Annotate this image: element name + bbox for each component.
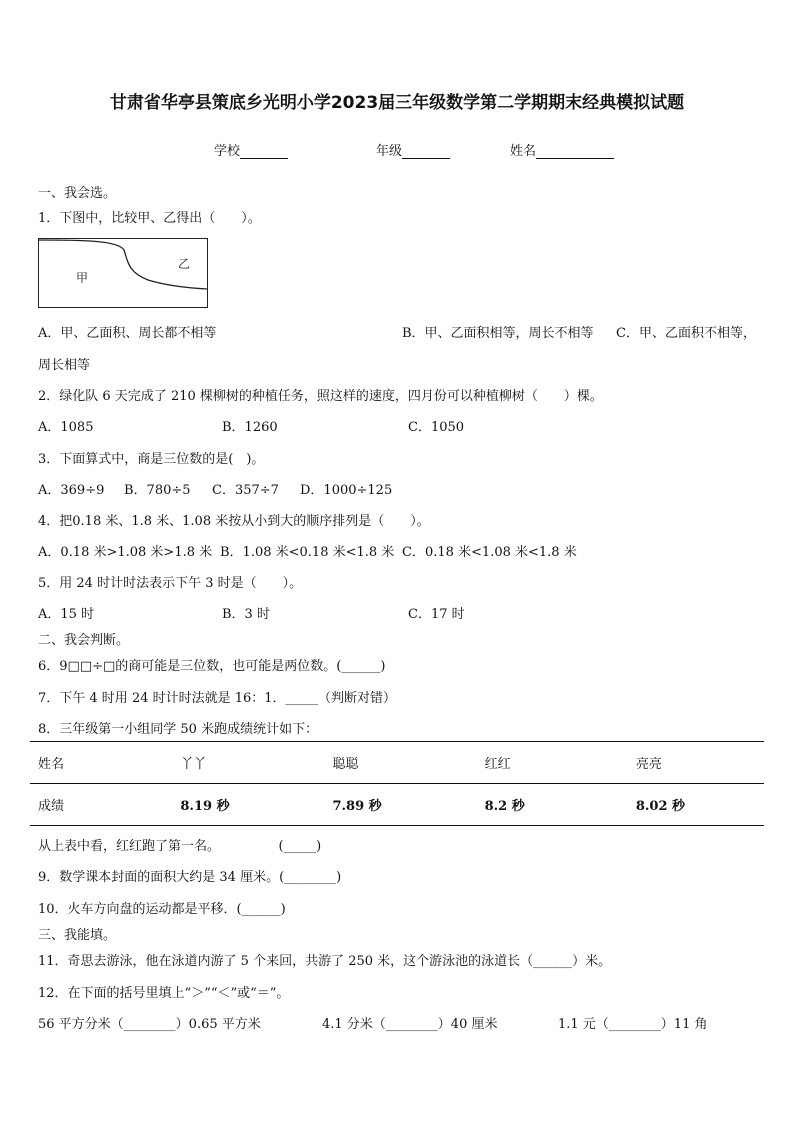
question-6: 6．9□□÷□的商可能是三位数，也可能是两位数。(______) <box>38 659 386 674</box>
diagram-label-yi: 乙 <box>178 257 191 271</box>
q4-option-c[interactable]: C．0.18 米<1.08 米<1.8 米 <box>402 545 577 560</box>
q4-option-a[interactable]: A．0.18 米>1.08 米>1.8 米 <box>38 545 213 560</box>
section-3-heading: 三、我能填。 <box>38 928 117 943</box>
name-blank[interactable] <box>536 145 614 159</box>
question-8-statement: 从上表中看，红红跑了第一名。 (_____) <box>38 839 322 854</box>
table-cell: 8.2 秒 <box>461 784 612 826</box>
q1-option-c[interactable]: C．甲、乙面积不相等， <box>616 326 756 341</box>
q12-item[interactable]: 1.1 元（________）11 角 <box>558 1017 708 1032</box>
question-7: 7．下午 4 时用 24 时计时法就是 16：1．_____（判断对错） <box>38 691 397 706</box>
q2-option-a[interactable]: A．1085 <box>38 420 94 435</box>
question-5: 5．用 24 时计时法表示下午 3 时是（ ）。 <box>38 576 303 591</box>
q1-option-a[interactable]: A．甲、乙面积、周长都不相等 <box>38 326 217 341</box>
table-header-cell: 红红 <box>461 742 612 784</box>
table-header-row <box>30 742 764 784</box>
score-table <box>30 741 764 826</box>
school-blank[interactable] <box>240 145 288 159</box>
q2-option-c[interactable]: C．1050 <box>408 420 465 435</box>
q3-option-c[interactable]: C．357÷7 <box>212 483 279 498</box>
question-1: 1．下图中，比较甲、乙得出（ ）。 <box>38 211 261 226</box>
question-10: 10．火车方向盘的运动都是平移．(______) <box>38 902 286 917</box>
grade-field[interactable] <box>376 140 450 159</box>
question-12: 12．在下面的括号里填上“＞”“＜”或“＝”。 <box>38 986 290 1001</box>
table-cell: 7.89 秒 <box>308 784 460 826</box>
q4-option-b[interactable]: B．1.08 米<0.18 米<1.8 米 <box>220 545 395 560</box>
grade-label: 年级 <box>376 144 403 159</box>
q1-diagram <box>38 238 208 308</box>
question-2: 2．绿化队 6 天完成了 210 棵柳树的种植任务，照这样的速度，四月份可以种植柳树（ ）棵。 <box>38 389 603 404</box>
page-title: 甘肃省华亭县策底乡光明小学2023届三年级数学第二学期期末经典模拟试题 <box>109 93 685 113</box>
q3-option-b[interactable]: B．780÷5 <box>124 483 191 498</box>
q1-option-c-continued: 周长相等 <box>38 358 91 373</box>
table-header-cell: 亮亮 <box>612 742 764 784</box>
section-2-heading: 二、我会判断。 <box>38 633 130 648</box>
q5-option-a[interactable]: A．15 时 <box>38 607 95 622</box>
table-cell: 8.19 秒 <box>164 784 308 826</box>
grade-blank[interactable] <box>402 145 450 159</box>
name-label: 姓名 <box>510 144 537 159</box>
q12-item[interactable]: 56 平方分米（________）0.65 平方米 <box>38 1017 261 1032</box>
question-4: 4．把0.18 米、1.8 米、1.08 米按从小到大的顺序排列是（ ）。 <box>38 514 430 529</box>
table-header-cell: 聪聪 <box>308 742 460 784</box>
q5-option-c[interactable]: C．17 时 <box>408 607 465 622</box>
table-row <box>30 784 764 826</box>
question-9: 9．数学课本封面的面积大约是 34 厘米。(________) <box>38 870 342 885</box>
table-cell: 成绩 <box>30 784 164 826</box>
diagram-label-jia: 甲 <box>76 271 89 285</box>
section-1-heading: 一、我会选。 <box>38 186 117 201</box>
table-header-cell: 丫丫 <box>164 742 308 784</box>
question-8: 8．三年级第一小组同学 50 米跑成绩统计如下： <box>38 722 319 737</box>
question-11: 11．奇思去游泳，他在泳道内游了 5 个来回，共游了 250 米，这个游泳池的泳道长（______）米。 <box>38 954 612 969</box>
q5-option-b[interactable]: B．3 时 <box>222 607 270 622</box>
school-field[interactable] <box>214 140 288 159</box>
school-label: 学校 <box>214 144 241 159</box>
q3-option-d[interactable]: D．1000÷125 <box>300 483 393 498</box>
table-header-cell: 姓名 <box>30 742 164 784</box>
q3-option-a[interactable]: A．369÷9 <box>38 483 105 498</box>
q1-option-b[interactable]: B．甲、乙面积相等，周长不相等 <box>402 326 594 341</box>
q12-item[interactable]: 4.1 分米（________）40 厘米 <box>322 1017 498 1032</box>
table-cell: 8.02 秒 <box>612 784 764 826</box>
q2-option-b[interactable]: B．1260 <box>222 420 278 435</box>
question-3: 3．下面算式中，商是三位数的是( )。 <box>38 452 265 467</box>
name-field[interactable] <box>510 140 614 159</box>
